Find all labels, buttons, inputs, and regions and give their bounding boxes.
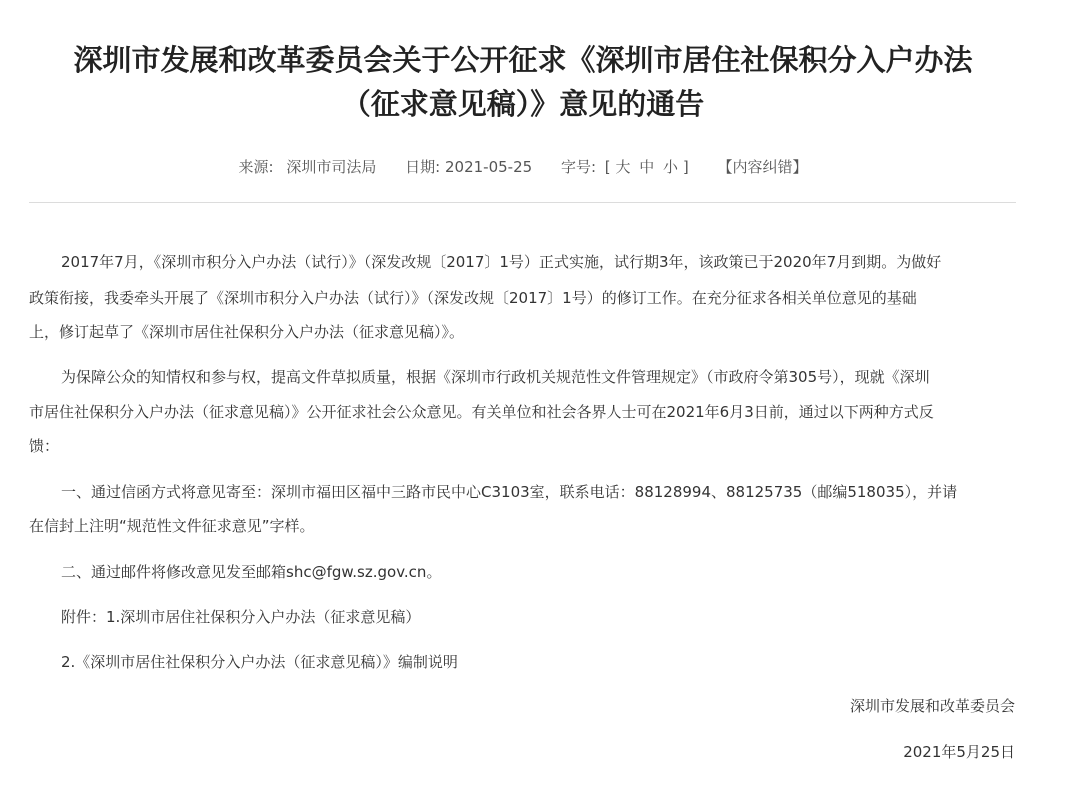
title-divider: [29, 202, 1016, 203]
font-size-small-button[interactable]: 小: [663, 158, 679, 176]
signature-date: 2021年5月25日: [903, 743, 1015, 761]
paragraph-2-line-1: 为保障公众的知情权和参与权，提高文件草拟质量，根据《深圳市行政机关规范性文件管理规定》（市政府令第305号），现就《深圳: [61, 368, 930, 386]
paragraph-1-line-2: 政策衔接，我委牵头开展了《深圳市积分入户办法（试行）》（深发改规〔2017〕1号）的修订工作。在充分征求各相关单位意见的基础: [29, 289, 917, 307]
paragraph-4-end: 。: [426, 563, 442, 581]
font-size-bracket-close: ]: [682, 158, 689, 176]
page-title-line-1: 深圳市发展和改革委员会关于公开征求《深圳市居住社保积分入户办法: [73, 43, 973, 77]
article-meta: [30, 156, 1016, 177]
paragraph-1-line-3: 上，修订起草了《深圳市居住社保积分入户办法（征求意见稿）》。: [29, 323, 465, 341]
attachment-1[interactable]: 附件：1.深圳市居住社保积分入户办法（征求意见稿）: [61, 608, 421, 626]
source-label: 来源:: [238, 158, 274, 176]
paragraph-2-line-3: 馈：: [29, 437, 60, 455]
paragraph-3-line-1: 一、通过信函方式将意见寄至：深圳市福田区福中三路市民中心C3103室，联系电话：88128994、88125735（邮编518035），并请: [61, 483, 958, 501]
font-size-large-button[interactable]: 大: [615, 158, 631, 176]
paragraph-4: [61, 562, 441, 582]
paragraph-4-text: 二、通过邮件将修改意见发至邮箱: [61, 563, 287, 581]
date-label: 日期:: [405, 158, 441, 176]
paragraph-3-line-2: 在信封上注明“规范性文件征求意见”字样。: [29, 517, 315, 535]
source-value: 深圳市司法局: [286, 158, 377, 176]
signature-org: 深圳市发展和改革委员会: [849, 697, 1015, 715]
attachment-2[interactable]: 2.《深圳市居住社保积分入户办法（征求意见稿）》编制说明: [61, 653, 458, 671]
paragraph-2-line-2: 市居住社保积分入户办法（征求意见稿）》公开征求社会公众意见。有关单位和社会各界人士可在2021年6月3日前，通过以下两种方式反: [29, 403, 934, 421]
font-size-label: 字号:: [560, 158, 597, 176]
content-error-report-link[interactable]: 【内容纠错】: [717, 158, 808, 176]
font-size-medium-button[interactable]: 中: [639, 158, 655, 176]
page-title-line-2: （征求意见稿）》意见的通告: [341, 87, 705, 121]
date-value: 2021-05-25: [444, 158, 533, 176]
feedback-email[interactable]: shc@fgw.sz.gov.cn: [286, 563, 427, 581]
paragraph-1-line-1: 2017年7月，《深圳市积分入户办法（试行）》（深发改规〔2017〕1号）正式实施，试行期3年，该政策已于2020年7月到期。为做好: [61, 253, 942, 271]
font-size-bracket-open: [: [604, 158, 611, 176]
